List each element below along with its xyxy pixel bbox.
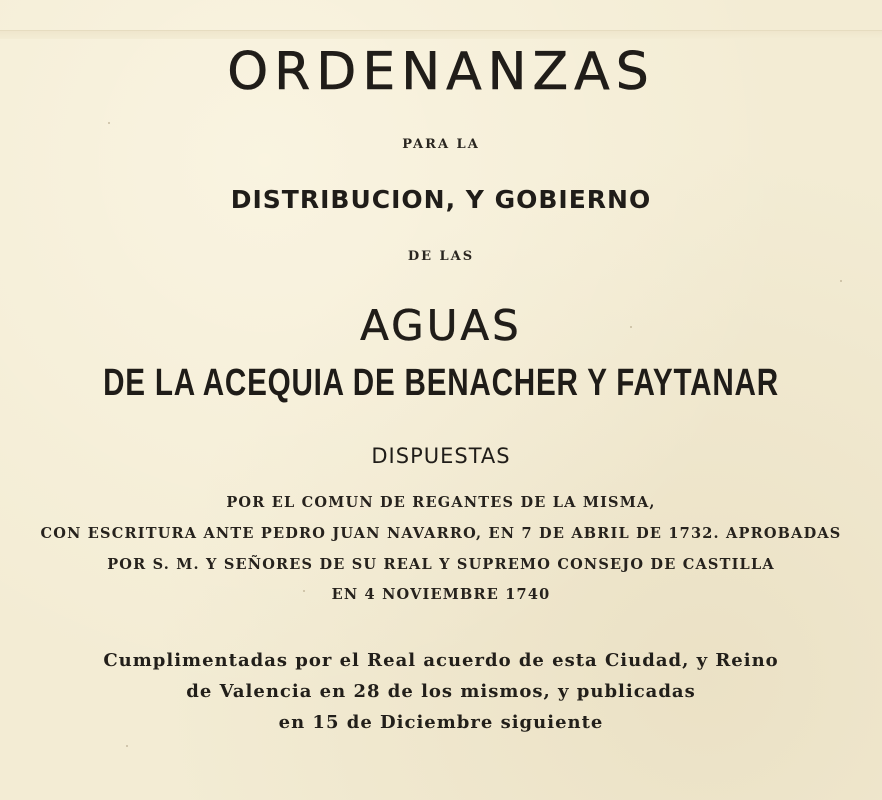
heading-dispuestas: DISPUESTAS	[371, 444, 511, 468]
subtitle-de-las: DE LAS	[407, 249, 475, 264]
paper-speck	[630, 326, 632, 328]
text-line-2: CON ESCRITURA ANTE PEDRO JUAN NAVARRO, EN 7 DE ABRIL DE 1732. APROBADAS	[40, 525, 842, 542]
subtitle-distribucion: DISTRIBUCION, Y GOBIERNO	[230, 185, 652, 214]
subtitle-para-la: PARA LA	[402, 137, 480, 152]
closing-line-3: en 15 de Diciembre siguiente	[278, 712, 604, 733]
paper-speck	[108, 122, 110, 124]
paper-speck	[126, 745, 128, 747]
heading-acequia: DE LA ACEQUIA DE BENACHER Y FAYTANAR	[103, 362, 779, 404]
paper-speck	[840, 280, 842, 282]
text-line-1: POR EL COMUN DE REGANTES DE LA MISMA,	[226, 494, 656, 511]
closing-line-2: de Valencia en 28 de los mismos, y publicadas	[186, 681, 696, 702]
closing-line-1: Cumplimentadas por el Real acuerdo de esta Ciudad, y Reino	[103, 650, 779, 671]
paper-speck	[303, 590, 305, 592]
text-line-3: POR S. M. Y SEÑORES DE SU REAL Y SUPREMO CONSEJO DE CASTILLA	[107, 556, 775, 573]
heading-aguas: AGUAS	[360, 301, 522, 350]
page-top-edge	[0, 30, 882, 39]
text-line-4: EN 4 NOVIEMBRE 1740	[331, 586, 551, 603]
document-title: ORDENANZAS	[227, 42, 655, 102]
